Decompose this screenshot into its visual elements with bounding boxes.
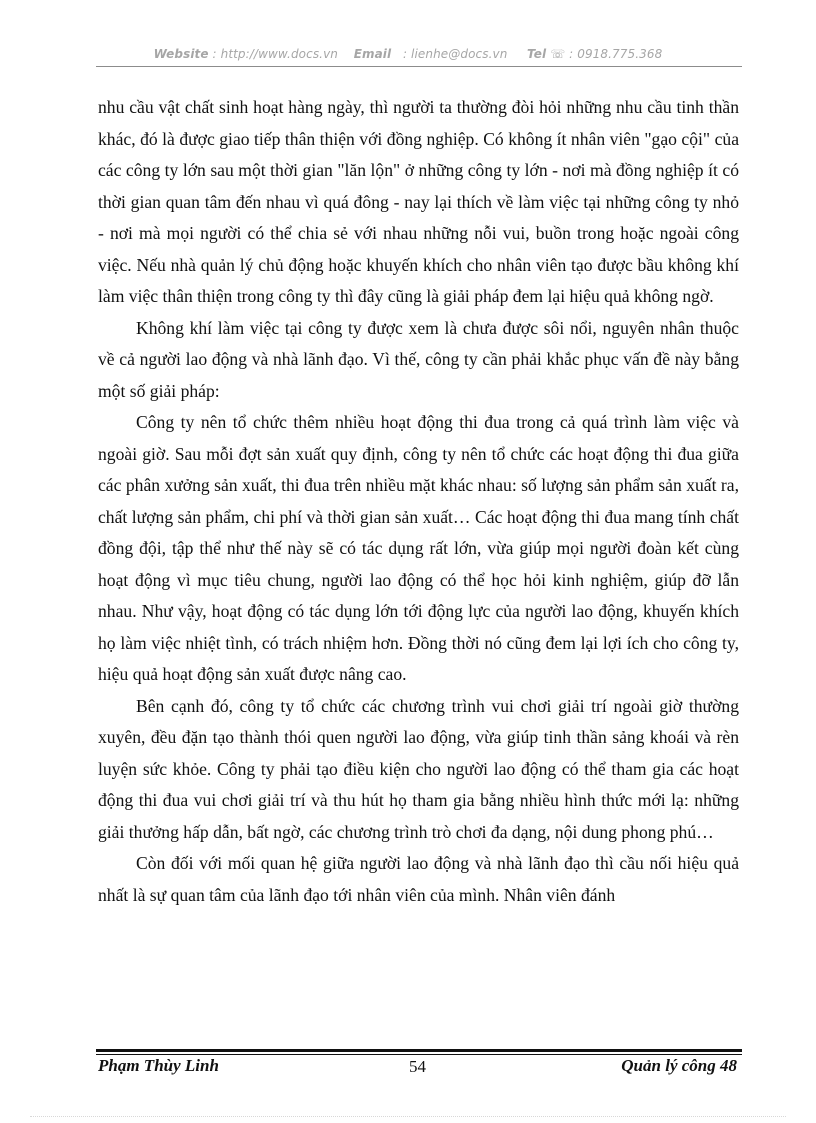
phone-icon: ☏ :	[550, 47, 578, 61]
tel-value: 0918.775.368	[577, 47, 663, 61]
paragraph: nhu cầu vật chất sinh hoạt hàng ngày, thì người ta thường đòi hỏi những nhu cầu tinh thần khác, đó là được giao tiếp thân thiện với đồng nghiệp. Có không ít nhân viên "gạo cội" của các công ty lớn sau một thời gian "lăn lộn" ở những công ty lớn - nơi mà đồng nghiệp ít có thời gian quan tâm đến nhau vì quá đông - nay lại thích về làm việc tại những công ty nhỏ - nơi mà mọi người có thể chia sẻ với nhau những nỗi vui, buồn trong hoặc ngoài công việc. Nếu nhà quản lý chủ động hoặc khuyến khích cho nhân viên tạo được bầu không khí làm việc thân thiện trong công ty thì đây cũng là giải pháp đem lại hiệu quả không ngờ.	[98, 97, 739, 306]
paragraph: Bên cạnh đó, công ty tổ chức các chương trình vui chơi giải trí ngoài giờ thường xuyên, đều đặn tạo thành thói quen người lao động, vừa giúp tinh thần sảng khoái và rèn luyện sức khỏe. Công ty phải tạo điều kiện cho người lao động có thể tham gia các hoạt động thi đua vui chơi giải trí và thu hút họ tham gia bằng nhiều hình thức mới lạ: những giải thưởng hấp dẫn, bất ngờ, các chương trình trò chơi đa dạng, nội dung phong phú…	[98, 695, 739, 842]
email-label: Email	[353, 47, 392, 61]
page-number: 54	[409, 1057, 426, 1076]
paragraph: Công ty nên tổ chức thêm nhiều hoạt động thi đua trong cả quá trình làm việc và ngoài giờ. Sau mỗi đợt sản xuất quy định, công ty nên tổ chức các hoạt động thi đua giữa các phân xưởng sản xuất, thi đua trên nhiều mặt khác nhau: số lượng sản phẩm sản xuất ra, chất lượng sản phẩm, chi phí và thời gian sản xuất… Các hoạt động thi đua mang tính chất đồng đội, tập thể như thế này sẽ có tác dụng rất lớn, vừa giúp mọi người đoàn kết cùng hoạt động vì mục tiêu chung, người lao động có thể học hỏi kinh nghiệm, giúp đỡ lẫn nhau. Như vậy, hoạt động có tác dụng lớn tới động lực của người lao động, khuyến khích họ làm việc nhiệt tình, có trách nhiệm hơn. Đồng thời nó cũng đem lại lợi ích cho công ty, hiệu quả hoạt động sản xuất được nâng cao.	[98, 412, 739, 684]
footer-course: Quản lý công 48	[621, 1056, 737, 1075]
footer-divider-thick	[96, 1049, 742, 1052]
website-value: http://www.docs.vn	[220, 47, 338, 61]
bottom-dotted-line	[30, 1116, 786, 1117]
footer-divider-thin	[96, 1054, 742, 1055]
paragraph: Không khí làm việc tại công ty được xem là chưa được sôi nổi, nguyên nhân thuộc về cả người lao động và nhà lãnh đạo. Vì thế, công ty cần phải khắc phục vấn đề này bằng một số giải pháp:	[98, 317, 739, 401]
page-header: Website : http://www.docs.vn Email : lienhe@docs.vn Tel ☏ : 0918.775.368	[153, 47, 663, 61]
email-value: lienhe@docs.vn	[411, 47, 508, 61]
page-footer	[98, 1056, 737, 1082]
website-label: Website	[153, 47, 209, 61]
header-divider	[96, 66, 742, 67]
footer-author: Phạm Thùy Linh	[98, 1056, 219, 1075]
paragraph: Còn đối với mối quan hệ giữa người lao động và nhà lãnh đạo thì cầu nối hiệu quả nhất là sự quan tâm của lãnh đạo tới nhân viên của mình. Nhân viên đánh	[98, 853, 739, 905]
body-text	[98, 92, 739, 911]
tel-label: Tel	[527, 47, 547, 61]
